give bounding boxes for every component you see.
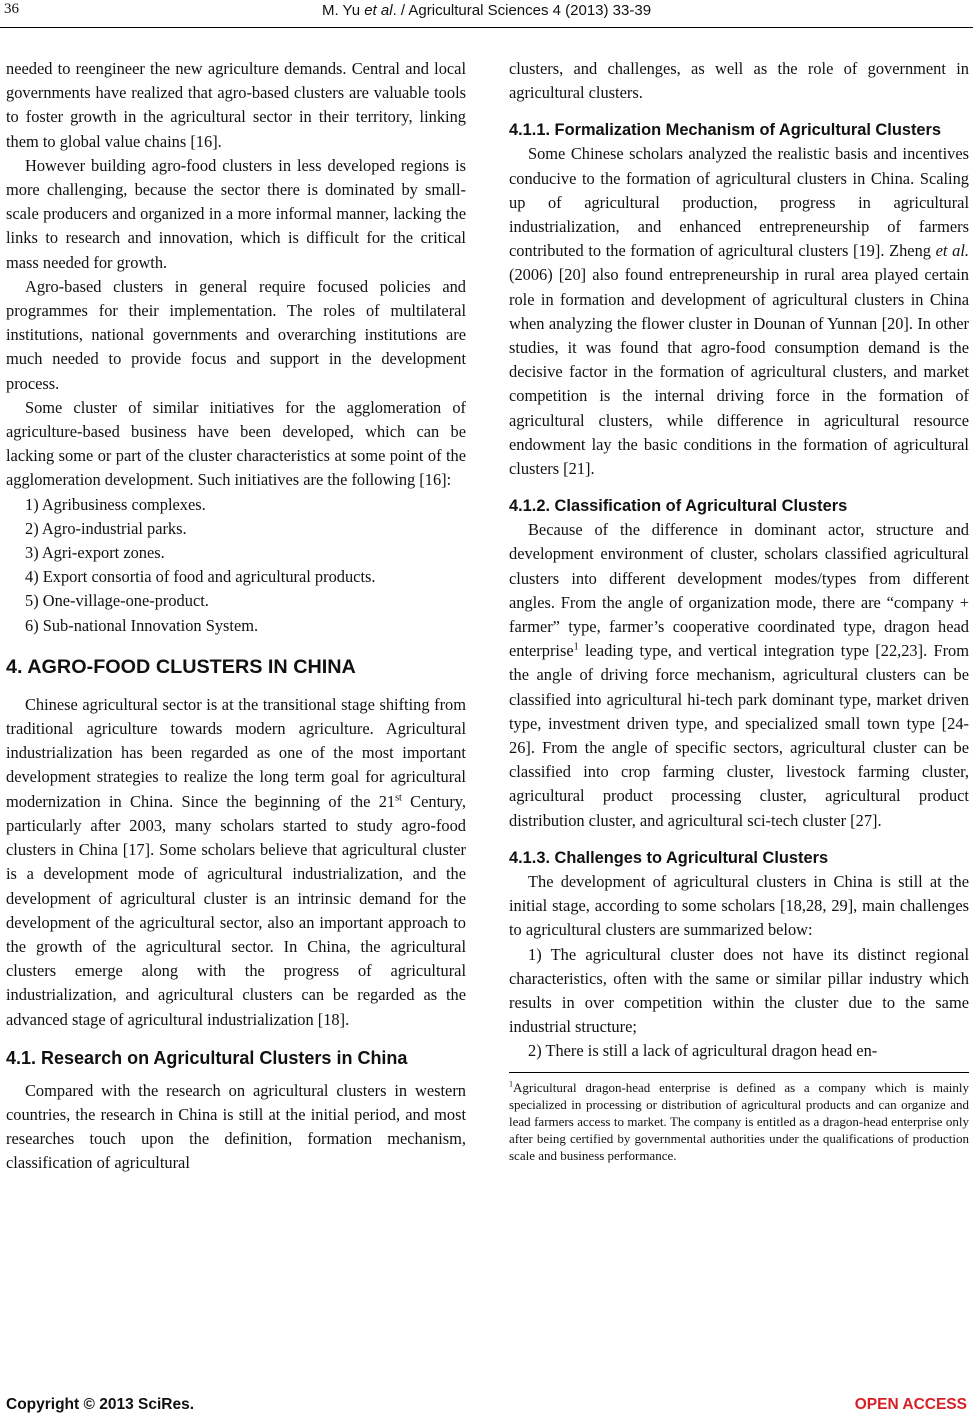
open-access-badge[interactable]: OPEN ACCESS — [854, 1396, 967, 1413]
initiatives-list — [6, 493, 466, 638]
italic-run: et al. — [935, 241, 969, 261]
text-run: leading type, and vertical integration type [22,23]. From the angle of driving force mechanism, agricultural clusters can be classified into agricultural hi-tech park dominant type, market driven type, investment driven type, and specialized small town type [24-26]. From the angle of specific sectors, agricultural cluster can be classified into crop farming cluster, livestock farming cluster, agricultural product processing cluster, agricultural product distribution cluster, and agricultural sci-tech cluster [27]. — [509, 641, 969, 830]
footnote-mark: 1 — [509, 1079, 514, 1089]
page-footer — [0, 1396, 973, 1418]
paragraph — [509, 518, 969, 833]
paragraph: Compared with the research on agricultural clusters in western countries, the research in China is still at the initial period, and most researches touch upon the definition, formation mechanism, classification of agricultural — [6, 1080, 466, 1173]
running-title — [0, 2, 973, 19]
paragraph — [6, 693, 466, 1032]
list-item: 2) Agro-industrial parks. — [25, 518, 187, 538]
paragraph — [509, 142, 969, 481]
copyright: Copyright © 2013 SciRes. — [6, 1396, 195, 1413]
footnote-text: Agricultural dragon-head enterprise is defined as a company which is mainly specialized in processing or distribution of agricultural products and can organize and lead farmers access to market. The company is entitled as a dragon-head enterprise only after being certified by governmental authorities under the qualifications of production scale and business performance. — [509, 1079, 969, 1164]
section-heading: 4. AGRO-FOOD CLUSTERS IN CHINA — [6, 655, 356, 678]
list-item: 4) Export consortia of food and agricultural products. — [25, 567, 376, 587]
running-title-authors: M. Yu — [321, 2, 365, 19]
text-run: Some Chinese scholars analyzed the realistic basis and incentives conducive to the formation of agricultural clusters in China. Scaling up of agricultural production, progress in agricultural industrialization, and enhanced entrepreneurship of farmers contributed to the formation of agricultural clusters [19]. Zheng — [509, 144, 969, 261]
paragraph: The development of agricultural clusters in China is still at the initial stage, according to some scholars [18,28, 29], main challenges to agricultural clusters are summarized below: — [509, 871, 969, 940]
text-run: Century, particularly after 2003, many scholars started to study agro-food clusters in China [17]. Some scholars believe that agricultural cluster is a development mode of agricultural industrialization, and the development of agricultural cluster is an intrinsic demand for the development of the agricultural sector, also an important approach to the growth of the agricultural sector. In China, the agricultural clusters emerge along with the progress of agricultural industrialization, and agricultural clusters can be regarded as the advanced stage of agricultural industrialization [18]. — [6, 791, 467, 1029]
list-item: 1) Agribusiness complexes. — [25, 494, 206, 514]
list-item: 3) Agri-export zones. — [25, 543, 165, 563]
footnote — [509, 1079, 969, 1165]
text-run: (2006) [20] also found entrepreneurship in rural area played certain role in formation and development of agricultural clusters in China when analyzing the flower cluster in Dounan of Yunnan [20]. In other studies, it was found that agro-food consumption demand is the decisive factor in the formation of agricultural clusters, and market competition is the internal driving force in the formation of agricultural clusters, while difference in agricultural resource endowment lay the basic conditions in the formation of agricultural clusters [21]. — [509, 265, 969, 479]
subsubsection-heading: 4.1.3. Challenges to Agricultural Clusters — [509, 848, 829, 867]
right-column — [509, 57, 969, 1165]
subsubsection-heading: 4.1.1. Formalization Mechanism of Agricultural Clusters — [509, 121, 942, 140]
subsection-heading: 4.1. Research on Agricultural Clusters in China — [6, 1047, 408, 1068]
paragraph: Agro-based clusters in general require focused policies and programmes for their implementation. The roles of multilateral institutions, national governments and overarching institutions are much needed to provide focus and support in the development process. — [6, 276, 466, 393]
text-run: Because of the difference in dominant actor, structure and development environment of cluster, scholars classified agricultural clusters into different development modes/types from different angles. From the angle of organization mode, there are “company + farmer” type, farmer’s cooperative coordinated type, dragon head enterprise — [509, 520, 969, 661]
list-item: 5) One-village-one-product. — [25, 591, 209, 611]
footnote-rule — [509, 1072, 969, 1073]
paragraph: needed to reengineer the new agriculture demands. Central and local governments have realized that agro-based clusters are valuable tools to foster growth in the agricultural sector in their territory, linking them to global value chains [16]. — [6, 59, 466, 151]
footnote-ref[interactable]: 1 — [573, 641, 579, 653]
left-column — [6, 57, 466, 1176]
page-header — [0, 0, 973, 30]
text-run: Chinese agricultural sector is at the transitional stage shifting from traditional agriculture towards modern agriculture. Agricultural industrialization has been regarded as one of the most important development strategies to realize the long term goal for agricultural modernization in China. Since the beginning of the 21 — [6, 694, 466, 811]
header-rule — [0, 27, 973, 28]
paragraph: Some cluster of similar initiatives for the agglomeration of agriculture-based business have been developed, which can be lacking some or part of the cluster characteristics at some point of the agglomeration development. Such initiatives are the following [16]: — [6, 397, 466, 490]
running-title-journal: . / Agricultural Sciences 4 (2013) 33-39 — [392, 2, 652, 19]
paragraph: However building agro-food clusters in less developed regions is more challenging, because the sector there is dominated by small-scale producers and organized in a more informal manner, lacking the links to research and innovation, which is difficult for the critical mass needed for growth. — [6, 155, 466, 272]
paragraph: 1) The agricultural cluster does not have its distinct regional characteristics, often with the same or similar pillar industry which results in over competition within the cluster due to the same industrial structure; — [509, 944, 969, 1037]
paragraph: clusters, and challenges, as well as the role of government in agricultural clusters. — [509, 59, 969, 103]
subsubsection-heading: 4.1.2. Classification of Agricultural Clusters — [509, 497, 848, 516]
running-title-etal: et al — [364, 2, 393, 19]
list-item: 6) Sub-national Innovation System. — [25, 615, 259, 635]
page-number: 36 — [4, 1, 19, 17]
paragraph: 2) There is still a lack of agricultural dragon head en- — [528, 1041, 878, 1061]
superscript: st — [395, 792, 402, 804]
